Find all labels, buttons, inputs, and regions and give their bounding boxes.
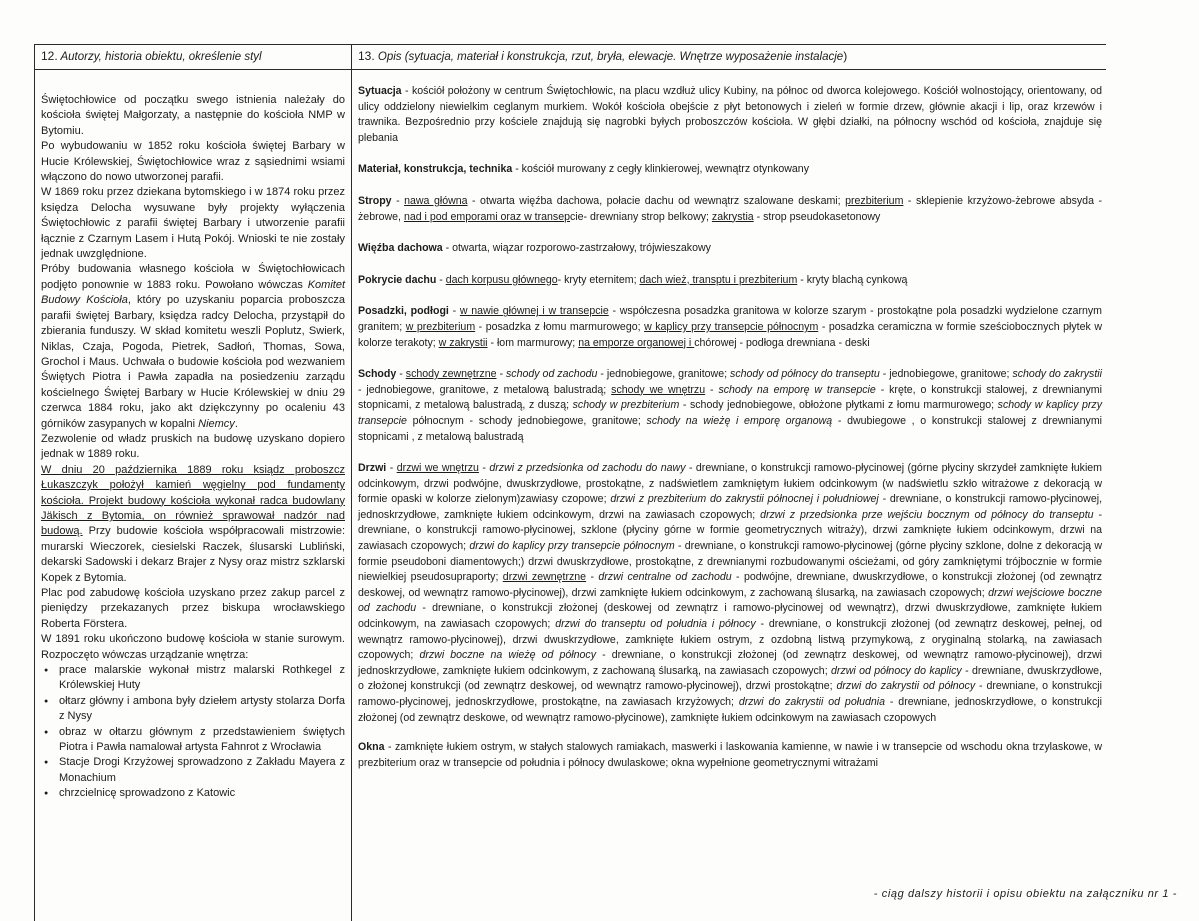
text-run: chórowej - podłoga drewniana - deski (694, 336, 870, 349)
text-run: - strop pseudokasetonowy (753, 210, 881, 223)
text-run: - współczesna posadzka granitowa w kolorze szarym - prostokątne pola posadzki wydzielone czarnym granitem; (358, 305, 1102, 333)
interior-list (41, 663, 345, 802)
text-run-italic: drzwi od północy do kaplicy (831, 664, 962, 677)
text-run: cie- drewniany strop belkowy; (570, 210, 712, 223)
list-item: ● Stacje Drogi Krzyżowej sprowadzono z Zakładu Mayera z Monachium (59, 755, 345, 786)
history-paragraph (41, 463, 345, 586)
text-run-italic: Niemcy (198, 417, 235, 430)
label: Więźba dachowa (358, 242, 443, 255)
text-run: - jednobiegowe, granitowe; (597, 368, 731, 381)
label: Pokrycie dachu (358, 273, 437, 286)
text-run: - (705, 383, 719, 396)
text-run: - otwarta, wiązar rozporowo-zastrzałowy, trójwieszakowy (442, 242, 711, 255)
text-run: - drewniane, o konstrukcji złożonej (od zewnątrz deskowej, pełnej, od wewnątrz ramowo-płycinowej), drzwi dwuskrzydłowe, zamknięte łukiem ostrym, z ozdobną listwą przymykową, z oryginalną stolarką, na zawiasach czopowych; (358, 618, 1102, 662)
text-run: - drewniane, dwuskrzydłowe, o złożonej konstrukcji (od zewnątrz deskowej, od wewnątrz ramowo-płycinowej), drzwi prostokątne; (358, 664, 1102, 693)
history-paragraph: Zezwolenie od władz pruskich na budowę uzyskano dopiero jednak w 1889 roku. (41, 432, 345, 461)
text-run-underlined: nad i pod emporami oraz w transep (403, 210, 570, 223)
text-run: , który po uzyskaniu poparcia proboszcza parafii świętej Barbary, księdza radcy Delocha, przystąpił do zbierania funduszy. W skład komitetu weszli Poplutz, Swierk, Niklas, Czaja, Pogoda, Pietrek, Sadłoń, Thomas, Sowa, Grochol i Maus. Uchwała o budowie kościoła pod wezwaniem Świętych Piotra i Pawła zapadła na posiedzeniu zarządu kościelnego Świętej Barbary w Hucie Królewskiej w dniu 29 czerwca 1884 roku, jako akt dziękczynny po ocaleniu 43 górników zasypanych w kopalni (41, 294, 345, 430)
paragraph-okna (358, 740, 1102, 771)
description-header (352, 45, 1106, 70)
text-run: - dwubiegowe , o konstrukcji stalowej z drewnianymi stopnicami , z metalową balustradą (358, 414, 1102, 443)
text-run: - jednobiegowe, granitowe; (879, 368, 1013, 381)
text-run: . (234, 417, 238, 430)
text-run: - sklepienie krzyżowo-żebrowe absyda - żebrowe, (358, 194, 1102, 223)
history-paragraph: W 1891 roku ukończono budowę kościoła w stanie surowym. Rozpoczęto wówczas urządzanie wnętrza: (41, 633, 345, 661)
description-column (352, 45, 1106, 921)
text-run-underlined: drzwi we wnętrzu (396, 462, 479, 475)
continuation-note: - ciąg dalszy historii i opisu obiektu na załączniku nr 1 - (873, 888, 1177, 900)
label: Drzwi (358, 462, 387, 475)
text-run-underlined: dach korpusu głównego (445, 273, 558, 286)
text-run: - (586, 571, 599, 584)
section-title-close: ) (843, 49, 848, 63)
text-run: - (396, 368, 406, 381)
text-run-underlined: prezbiterium (845, 194, 904, 207)
text-run-italic: drzwi do zakrystii od południa (738, 696, 885, 708)
text-run-underlined: W dniu 20 października 1889 roku ksiądz proboszcz Łukaszczyk położył kamień węgielny pod fundamenty kościoła. Projekt budowy kościoła wykonał radca budowlany Jäkisch z Bytomia, on również sprawował nadzór nad budową. (41, 463, 345, 538)
text-run: - drewniane, o konstrukcji ramowo-płycinowej, jednoskrzydłowe, prostokątne, na zawiasach krzyżowych; (358, 680, 1102, 708)
text-run-underlined: w prezbiterium (405, 320, 476, 333)
text-run: - (391, 194, 405, 207)
paragraph-stropy (358, 194, 1102, 225)
text-run-italic: schody na wieżę i emporę organową (646, 414, 833, 427)
text-run-italic: Komitet Budowy Kościoła (41, 278, 345, 307)
text-run: - (448, 305, 460, 318)
text-run-underlined: zakrystia (711, 210, 754, 223)
history-header (35, 45, 351, 70)
text-run: - (436, 273, 446, 286)
list-item: ● ołtarz główny i ambona były dziełem artysty stolarza Dorfa z Nysy (59, 694, 345, 725)
description-text (358, 70, 1102, 771)
text-run-italic: drzwi do kaplicy przy transepcie północnym (469, 540, 675, 553)
text-run: - jednobiegowe, granitowe, z metalową balustradą; (358, 383, 612, 396)
text-run: - kryty eternitem; (557, 273, 640, 286)
text-run: - drewniane, o konstrukcji ramowo-płycinowej (górne płyciny szklone, dolne z dekoracją w formie pseudoboni diamentowych;) drzwi dwuskrzydłowe, prostokątne, z drewnianymi rozbudowanymi ościeżami, od góry zamkniętymi trójbocznie w formie niewielkiej pseudosupraporty; (358, 540, 1102, 584)
paragraph-pokrycie (358, 273, 1102, 289)
label: Posadzki, podłogi (358, 305, 449, 318)
text-run-underlined: schody we wnętrzu (611, 383, 706, 396)
text-run: - (496, 368, 506, 381)
list-item: ● prace malarskie wykonał mistrz malarski Rothkegel z Królewskiej Huty (59, 663, 345, 694)
text-run-underlined: na emporze organowej i (578, 336, 695, 349)
text-run-italic: schody w prezbiterium (572, 399, 680, 412)
text-run-italic: drzwi wejściowe boczne od zachodu (358, 586, 1102, 615)
text-run: - kryty blachą cynkową (797, 273, 908, 286)
text-run: - (386, 462, 397, 475)
text-run-italic: schody od zachodu (506, 368, 598, 381)
text-run-italic: schody od północy do transeptu (730, 368, 880, 381)
document-frame (34, 44, 1106, 921)
text-run: północnym - schody jednobiegowe, granitowe; (406, 414, 647, 427)
text-run: - kościół położony w centrum Świętochłowic, na placu wzdłuż ulicy Kubiny, na północ od dworca kolejowego. Kościół wolnostojący, orientowany, od ulicy oddzielony niewielkim ceglanym murkiem. Wokół kościoła obejście z płyt betonowych i zieleń w formie drzew, głównie akacji i lip, oraz krzewów i trawnika. Bezpośrednio przy kościele znajdują się nagrobki byłych proboszczów kościoła. W głębi działki, na północny wschód od kościoła, znajduje się plebania (358, 85, 1102, 144)
paragraph-schody (358, 367, 1102, 445)
text-run: - łom marmurowy; (487, 336, 579, 349)
label: Sytuacja (358, 85, 402, 97)
paragraph-posadzki (358, 304, 1102, 351)
section-title: Opis (sytuacja, materiał i konstrukcja, rzut, bryła, elewacje. Wnętrze wyposażenie instalacje (377, 51, 844, 63)
section-number: 13. (358, 49, 375, 63)
text-run: - drewniane, o konstrukcji złożonej (od zewnątrz deskowej, od wewnątrz ramowo-płycinowej), drzwi jednoskrzydłowe, zamknięte łukiem odcinkowym, z zachowaną ślusarką, na zawiasach czopowych; (358, 649, 1102, 677)
history-paragraph (41, 262, 345, 431)
paragraph-drzwi (358, 461, 1102, 726)
text-run-underlined: nawa główna (404, 194, 468, 207)
text-run: - drewniane, o konstrukcji ramowo-płycinowej, szklone (płyciny górne w formie geometrycznych witraży), drzwi zamknięte łukiem odcinkowym, drzwi na zawiasach czopowych; (358, 508, 1102, 553)
text-run-italic: drzwi z przedsionka prze wejściu bocznym od północy do transeptu (760, 508, 1094, 521)
text-run-underlined: dach wież, transptu i prezbiterium (639, 273, 798, 286)
text-run: - zamknięte łukiem ostrym, w stałych stalowych ramiakach, maswerki i laskowania kamienne, w nawie i w transepcie od wschodu okna trzylaskowe, w prezbiterium oraz w transepcie od południa i północy dwulaskowe; okna wypełnione geometrycznymi witrażami (358, 741, 1102, 769)
text-run-italic: drzwi centralne od zachodu (598, 571, 732, 584)
text-run-italic: drzwi z prezbiterium do zakrystii północnej i południowej (610, 493, 879, 506)
history-paragraph: Plac pod zabudowę kościoła uzyskano przez zakup parcel z pieniędzy przekazanych przez biskupa wrocławskiego Roberta Förstera. (41, 587, 345, 630)
text-run-italic: schody do zakrystii (1012, 368, 1103, 381)
text-run: - drewniane, o konstrukcji ramowo-płycinowej, jednoskrzydłowe, zamknięte łukiem odcinkowym, drzwi na zawiasach czopowych; (358, 493, 1103, 521)
text-run-italic: drzwi z przedsionka od zachodu do nawy (489, 462, 686, 475)
text-run: - drewniane, jednoskrzydłowe, o konstrukcji złożonej (od zewnątrz deskowe, od wewnątrz ramowo-płycinowe), zamknięte łukiem odcinkowym na zawiasach czopowych (358, 696, 1102, 724)
list-item: ● chrzcielnicę sprowadzono z Katowic (59, 786, 345, 801)
text-run: - posadzka ceramiczna w formie sześciobocznych płytek w kolorze terakoty; (358, 320, 1102, 349)
text-run: - podwójne, drewniane, dwuskrzydłowe, o konstrukcji złożonej (od zewnątrz deskowej, od wewnątrz ramowo-płycinowej), drzwi zamknięte łukiem odcinkowym, z zachowaną ślusarką, na zawiasach czopowych; (358, 571, 1103, 599)
history-paragraph: Po wybudowaniu w 1852 roku kościoła świętej Barbary w Hucie Królewskiej, Świętochłowice wraz z sąsiednimi wsiami włączono do nowo utworzonej parafii. (41, 140, 345, 184)
text-run: Przy budowie kościoła współpracowali mistrzowie: murarski Wieczorek, ciesielski Raczek, ślusarski Lubliński, dekarski Sadowski i dekarz Brajer z Nysy oraz mistrz szklarski Kopek z Bytomia. (41, 525, 345, 584)
text-run-underlined: w zakrystii (438, 336, 488, 349)
label: Schody (358, 368, 397, 381)
history-paragraph: Świętochłowice od początku swego istnienia należały do kościoła świętej Małgorzaty, a następnie do kościoła NMP w Bytomiu. (41, 94, 345, 137)
text-run-underlined: drzwi zewnętrzne (502, 571, 587, 584)
paragraph-material (358, 162, 1102, 178)
paragraph-wiezba (358, 241, 1102, 257)
text-run: - (478, 462, 490, 475)
text-run-italic: drzwi do transeptu od południa i północy (555, 618, 756, 631)
history-text (41, 70, 345, 802)
text-run: Próby budowania własnego kościoła w Świętochłowicach podjęto ponownie w 1883 roku. Powołano wówczas (41, 263, 345, 291)
section-number: 12. (41, 49, 58, 63)
text-run-italic: drzwi do zakrystii od północy (836, 680, 976, 693)
text-run: - schody jednobiegowe, obłożone płytkami z łomu marmurowego; (679, 399, 998, 412)
text-run-underlined: w kaplicy przy transepcie północnym (644, 320, 819, 333)
label: Stropy (358, 194, 392, 207)
text-run: - drewniane, o konstrukcji ramowo-płycinowej (górne płyciny skrzydeł zamknięte łukiem odcinkowym, drzwi podwójne, dwuskrzydłowe, prostokątne, z nadświetlem zamkniętym łukiem odcinkowym (w nadświetlu szkło witrażowe z dekoracją w formie opaski w kolorze zielonym)zawiasy czopowe; (358, 462, 1103, 506)
text-run-italic: schody na emporę w transepcie (718, 383, 876, 396)
text-run-underlined: w nawie głównej i w transepcie (459, 305, 609, 318)
label: Okna (358, 741, 385, 754)
history-paragraph: W 1869 roku przez dziekana bytomskiego i w 1874 roku przez księdza Delocha wysuwane były projekty wyłączenia Świętochłowic z parafii świętej Barbary i utworzenie parafii łącznie z Czarnym Lasem i Hutą Pokój. Wnioski te nie zostały jednak uwzględnione. (41, 186, 345, 261)
list-item: ● obraz w ołtarzu głównym z przedstawieniem świętych Piotra i Pawła namalował artysta Fahnrot z Wrocławia (59, 725, 345, 756)
text-run-underlined: schody zewnętrzne (405, 368, 497, 381)
text-run: - kręte, o konstrukcji stalowej, z drewnianymi stopnicami, z metalową balustradą, z duszą; (358, 383, 1102, 412)
paragraph-sytuacja (358, 84, 1102, 146)
text-run: - kościół murowany z cegły klinkierowej, wewnątrz otynkowany (512, 163, 809, 176)
text-run: - otwarta więźba dachowa, połacie dachu od wewnątrz szalowane deskami; (467, 194, 846, 207)
history-column (34, 45, 352, 921)
text-run: - drewniane, o konstrukcji złożonej (deskowej od zewnątrz i ramowo-płycinowej od wewnątrz), drzwi dwuskrzydłowe, zamknięte łukiem odcinkowym, na zawiasach czopowych; (358, 602, 1102, 631)
text-run-italic: schody w kaplicy przy transepcie (358, 399, 1102, 427)
section-title: Autorzy, historia obiektu, określenie styl (60, 51, 262, 63)
text-run-italic: drzwi boczne na wieżę od północy (419, 649, 597, 662)
text-run: - posadzka z łomu marmurowego; (475, 320, 645, 333)
label: Materiał, konstrukcja, technika (358, 163, 513, 176)
